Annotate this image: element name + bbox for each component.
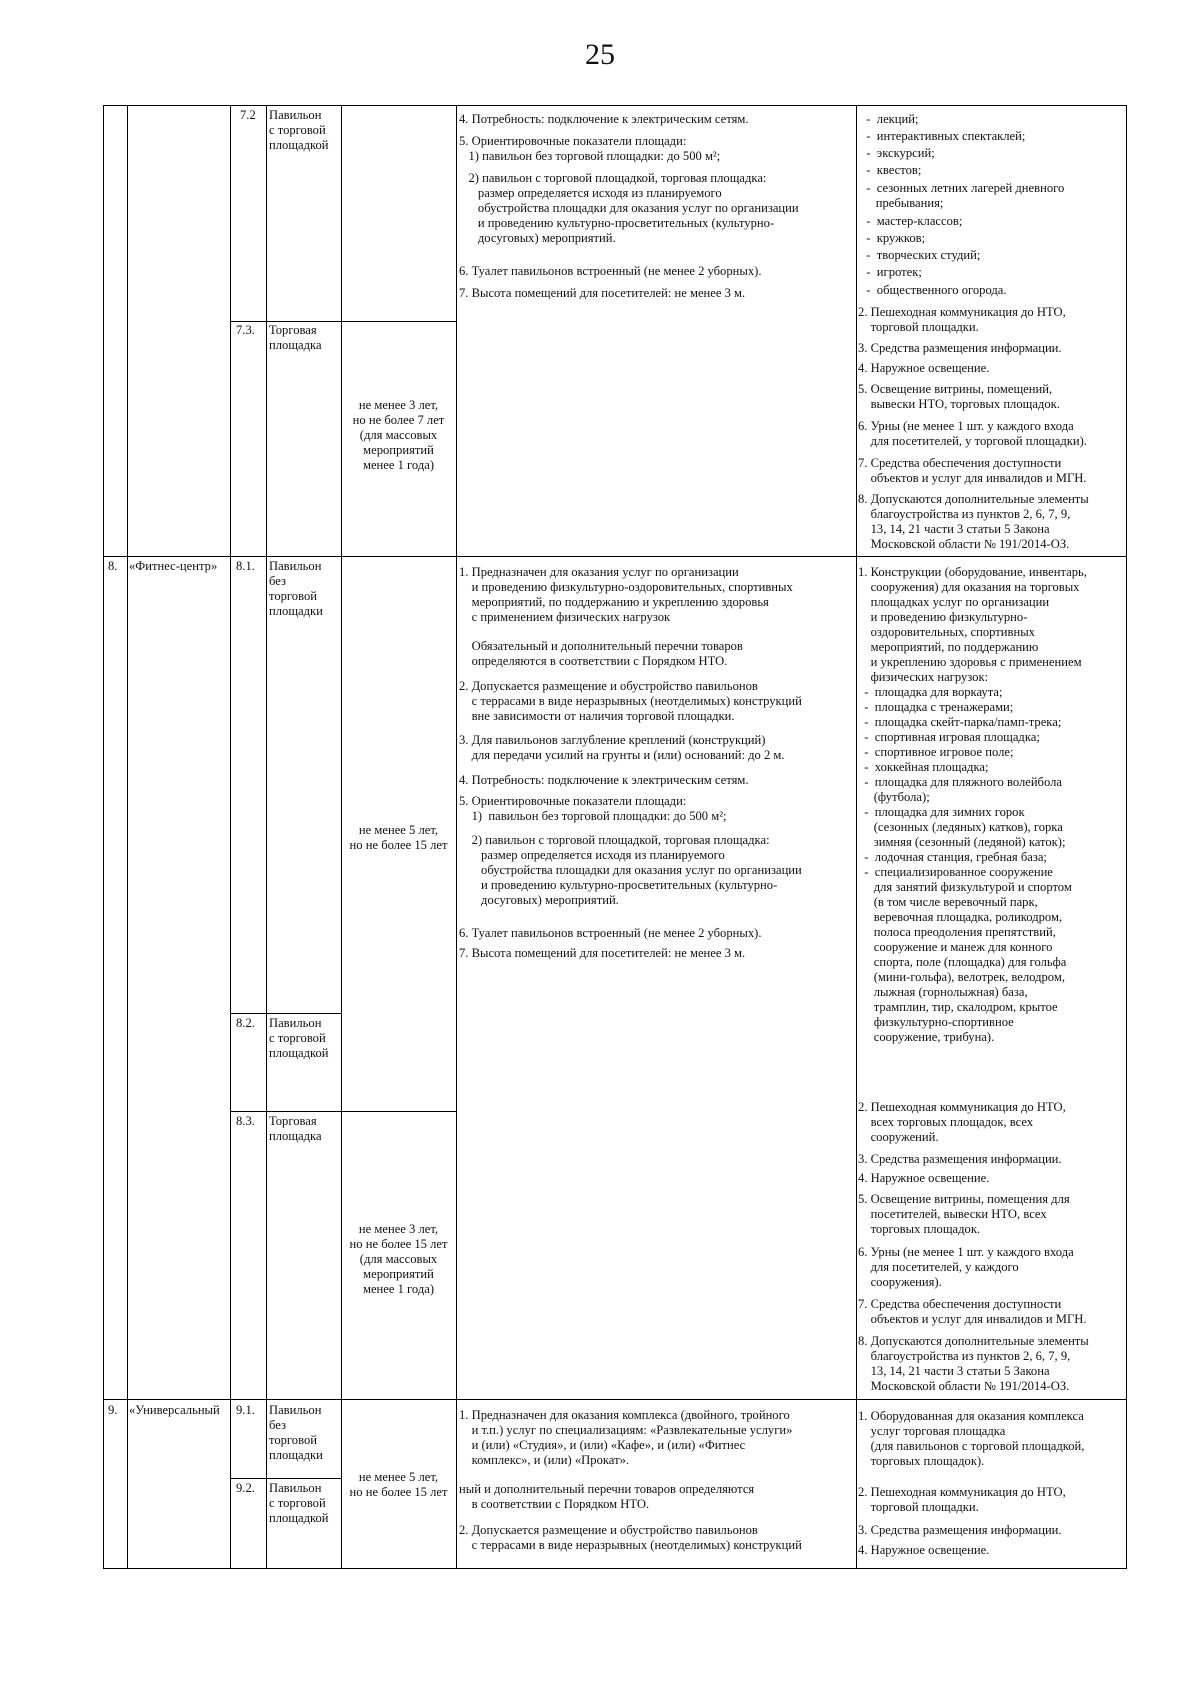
elem-9-item: 4. Наружное освещение. bbox=[858, 1543, 990, 1557]
elem-8-item: 5. Освещение витрины, помещения для посетителей, вывески НТО, всех торговых площадок. bbox=[858, 1192, 1070, 1236]
elem-7-item: - мастер-классов; bbox=[860, 214, 963, 228]
term-9: не менее 5 лет, но не более 15 лет bbox=[349, 1470, 448, 1499]
elem-7-item: - лекций; bbox=[860, 112, 919, 126]
elem-8-item: 3. Средства размещения информации. bbox=[858, 1152, 1062, 1166]
subrow-7-3-number: 7.3. bbox=[236, 323, 255, 337]
subrow-8-1-type: Павильон без торговой площадки bbox=[269, 559, 323, 618]
req-8-item: 2. Допускается размещение и обустройство павильонов с террасами в виде неразрывных (неотделимых) конструкций вне зависимости от наличия торговой площадки. bbox=[459, 679, 802, 723]
elem-7-item: - интерактивных спектаклей; bbox=[860, 129, 1026, 143]
column-divider-num bbox=[127, 105, 128, 1569]
term-8-1: не менее 5 лет, но не более 15 лет bbox=[349, 823, 448, 852]
elem-7-item: - общественного огорода. bbox=[860, 283, 1007, 297]
elem-7-item: 3. Средства размещения информации. bbox=[858, 341, 1062, 355]
subrow-8-3-number: 8.3. bbox=[236, 1114, 255, 1128]
elem-7-item: - экскурсий; bbox=[860, 146, 935, 160]
subrow-8-1-number: 8.1. bbox=[236, 559, 255, 573]
subrow-8-2-type: Павильон с торговой площадкой bbox=[269, 1016, 329, 1060]
req-8-item: 3. Для павильонов заглубление креплений (конструкций) для передачи усилий на грунты и (или) оснований: до 2 м. bbox=[459, 733, 785, 762]
elem-8-item: 8. Допускаются дополнительные элементы благоустройства из пунктов 2, 6, 7, 9, 13, 14, 21 части 3 статьи 5 Закона Московской области № 191/2014-ОЗ. bbox=[858, 1334, 1089, 1393]
page-number: 25 bbox=[585, 38, 615, 71]
req-9-item: 2. Допускается размещение и обустройство павильонов с террасами в виде неразрывных (неотделимых) конструкций bbox=[459, 1523, 802, 1552]
table-border-right bbox=[1126, 105, 1127, 1569]
row-divider-8 bbox=[103, 556, 1127, 557]
column-divider-name bbox=[230, 105, 231, 1569]
subrow-9-1-number: 9.1. bbox=[236, 1403, 255, 1417]
elem-8-item: - площадка для воркаута; - площадка с тренажерами; - площадка скейт-парка/памп-трека; - спортивная игровая площадка; - спортивное игровое поле; - хоккейная площадка; - площадка для пляжного волейбола (футбола); - площадка для зимних горок (сезонных (ледяных) катков), горка зимняя (сезонный (ледяной) каток); - лодочная станция, гребная база; - специализированное сооружение для занятий физкультурой и спортом (в том числе веревочный парк, веревочная площадка, роликодром, полоса преодоления препятствий, сооружение и манеж для конного спорта, поле (площадка) для гольфа (мини-гольфа), велотрек, велодром, лыжная (горнолыжная) база, трамплин, тир, скалодром, крытое физкультурно-спортивное сооружение, трибуна). bbox=[864, 685, 1072, 1044]
table-border-top bbox=[103, 105, 1127, 106]
elem-7-item: - квестов; bbox=[860, 163, 922, 177]
elem-7-item: - сезонных летних лагерей дневного пребывания; bbox=[866, 181, 1065, 210]
req-7-item: 7. Высота помещений для посетителей: не менее 3 м. bbox=[459, 286, 746, 300]
elem-8-item: 1. Конструкции (оборудование, инвентарь, сооружения) для оказания на торговых площадках услуг по организации и проведению физкультурно- оздоровительных, спортивных мероприятий, по поддержанию и укреплению здоровья с применением физических нагрузок: bbox=[858, 565, 1087, 684]
subrow-8-3-type: Торговая площадка bbox=[269, 1114, 322, 1143]
subrow-8-2-number: 8.2. bbox=[236, 1016, 255, 1030]
sub-divider-8-3 bbox=[230, 1111, 456, 1112]
req-8-item: 1. Предназначен для оказания услуг по организации и проведению физкультурно-оздоровительных, спортивных мероприятий, по поддержанию и укреплению здоровья с применением физических нагрузок bbox=[459, 565, 793, 624]
sub-divider-7-3 bbox=[230, 321, 456, 322]
elem-7-item: 7. Средства обеспечения доступности объектов и услуг для инвалидов и МГН. bbox=[858, 456, 1087, 485]
subrow-9-2-number: 9.2. bbox=[236, 1481, 255, 1495]
req-7-item: 6. Туалет павильонов встроенный (не менее 2 уборных). bbox=[459, 264, 762, 278]
req-7-item: 4. Потребность: подключение к электрическим сетям. bbox=[459, 112, 749, 126]
req-9-item: 1. Предназначен для оказания комплекса (двойного, тройного и т.п.) услуг по специализациям: «Развлекательные услуги» и (или) «Студия», и (или) «Кафе», и (или) «Фитнес комплекс», и (или) «Прокат». bbox=[459, 1408, 793, 1467]
elem-9-item: 1. Оборудованная для оказания комплекса услуг торговая площадка (для павильонов с торговой площадкой, торговых площадок). bbox=[858, 1409, 1085, 1468]
elem-8-item: 6. Урны (не менее 1 шт. у каждого входа для посетителей, у каждого сооружения). bbox=[858, 1245, 1074, 1289]
elem-7-item: 4. Наружное освещение. bbox=[858, 361, 990, 375]
req-8-item: 4. Потребность: подключение к электрическим сетям. bbox=[459, 773, 749, 787]
subrow-7-2-type: Павильон с торговой площадкой bbox=[269, 108, 329, 152]
sub-divider-8-2 bbox=[230, 1013, 341, 1014]
elem-9-item: 2. Пешеходная коммуникация до НТО, торговой площадки. bbox=[858, 1485, 1066, 1514]
term-7: не менее 3 лет, но не более 7 лет (для массовых мероприятий менее 1 года) bbox=[352, 398, 445, 472]
req-8-item: 2) павильон с торговой площадкой, торговая площадка: размер определяется исходя из планируемого обустройства площадки для оказания услуг по организации и проведению культурно-просветительных (культурно- досуговых) мероприятий. bbox=[471, 833, 802, 907]
elem-8-item: 2. Пешеходная коммуникация до НТО, всех торговых площадок, всех сооружений. bbox=[858, 1100, 1066, 1144]
subrow-9-1-type: Павильон без торговой площадки bbox=[269, 1403, 323, 1462]
table-border-left bbox=[103, 105, 104, 1569]
req-8-item: 6. Туалет павильонов встроенный (не менее 2 уборных). bbox=[459, 926, 762, 940]
row-8-name: «Фитнес-центр» bbox=[129, 559, 218, 573]
req-7-item: 2) павильон с торговой площадкой, торговая площадка: размер определяется исходя из планируемого обустройства площадки для оказания услуг по организации и проведению культурно-просветительных (культурно- досуговых) мероприятий. bbox=[468, 171, 799, 245]
column-divider-term bbox=[456, 105, 457, 1569]
elem-9-item: 3. Средства размещения информации. bbox=[858, 1523, 1062, 1537]
subrow-7-3-type: Торговая площадка bbox=[269, 323, 322, 352]
row-divider-9 bbox=[103, 1399, 1127, 1400]
elem-8-item: 7. Средства обеспечения доступности объектов и услуг для инвалидов и МГН. bbox=[858, 1297, 1087, 1326]
req-8-item: 5. Ориентировочные показатели площади: 1) павильон без торговой площадки: до 500 м²; bbox=[459, 794, 727, 823]
elem-7-item: 2. Пешеходная коммуникация до НТО, торговой площадки. bbox=[858, 305, 1066, 334]
req-7-item: 5. Ориентировочные показатели площади: 1) павильон без торговой площадки: до 500 м²; bbox=[459, 134, 721, 163]
elem-7-item: - игротек; bbox=[860, 265, 922, 279]
req-8-item: Обязательный и дополнительный перечни товаров определяются в соответствии с Порядком НТО. bbox=[471, 639, 743, 668]
subrow-7-2-number: 7.2 bbox=[240, 108, 256, 122]
column-divider-req bbox=[856, 105, 857, 1569]
elem-7-item: - кружков; bbox=[860, 231, 926, 245]
sub-divider-9-2 bbox=[230, 1478, 341, 1479]
req-9-item: ный и дополнительный перечни товаров определяются в соответствии с Порядком НТО. bbox=[459, 1482, 755, 1511]
elem-7-item: 8. Допускаются дополнительные элементы благоустройства из пунктов 2, 6, 7, 9, 13, 14, 21 части 3 статьи 5 Закона Московской области № 191/2014-ОЗ. bbox=[858, 492, 1089, 551]
row-9-name: «Универсальный bbox=[129, 1403, 220, 1417]
elem-7-item: 6. Урны (не менее 1 шт. у каждого входа для посетителей, у торговой площадки). bbox=[858, 419, 1087, 448]
column-divider-subnum bbox=[266, 105, 267, 1569]
subrow-9-2-type: Павильон с торговой площадкой bbox=[269, 1481, 329, 1525]
elem-7-item: - творческих студий; bbox=[860, 248, 981, 262]
term-8-2: не менее 3 лет, но не более 15 лет (для массовых мероприятий менее 1 года) bbox=[349, 1222, 448, 1296]
elem-8-item: 4. Наружное освещение. bbox=[858, 1171, 990, 1185]
row-8-number: 8. bbox=[108, 559, 118, 573]
req-8-item: 7. Высота помещений для посетителей: не менее 3 м. bbox=[459, 946, 746, 960]
table-border-bottom bbox=[103, 1568, 1127, 1569]
elem-7-item: 5. Освещение витрины, помещений, вывески НТО, торговых площадок. bbox=[858, 382, 1060, 411]
row-9-number: 9. bbox=[108, 1403, 118, 1417]
